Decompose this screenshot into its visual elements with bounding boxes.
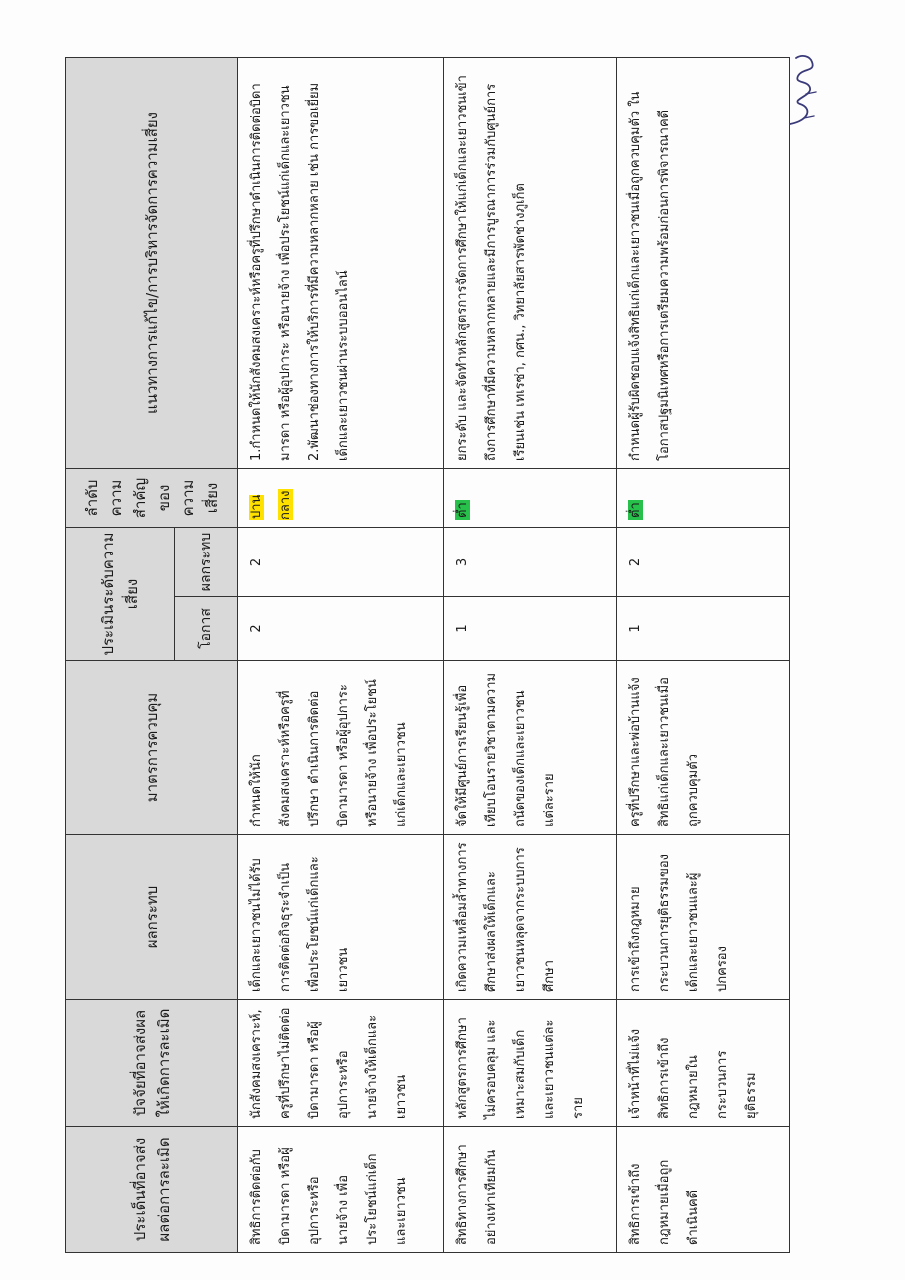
cell-issue: สิทธิทางการศึกษาอย่างเท่าเทียมกัน — [443, 1127, 616, 1253]
cell-factor: นักสังคมสงเคราะห์, ครูที่ปรึกษาไม่ติดต่อบิดามารดา หรือผู้อุปการะหรือนายจ้างให้เด็กและเยาวชน — [238, 1000, 444, 1127]
header-assessment: ประเมินระดับความเสี่ยง — [66, 527, 175, 660]
rotated-table-wrapper — [65, 58, 790, 1253]
priority-badge-low: ต่ำ — [627, 502, 643, 518]
cell-control: ครูที่ปรึกษาและพ่อบ้านแจ้งสิทธิแก่เด็กและเยาวชนเมื่อถูกควบคุมตัว — [616, 661, 789, 835]
cell-consequence: 2 — [238, 527, 444, 596]
cell-issue: สิทธิการเข้าถึงกฎหมายเมื่อถูกดำเนินคดี — [616, 1127, 789, 1253]
header-likelihood: โอกาส — [174, 597, 237, 661]
cell-factor: เจ้าหน้าที่ไม่แจ้งสิทธิการเข้าถึงกฎหมายในกระบวนการยุติธรรม — [616, 1000, 789, 1127]
cell-likelihood: 2 — [238, 597, 444, 661]
cell-guideline: กำหนดผู้รับผิดชอบแจ้งสิทธิแก่เด็กและเยาวชนเมื่อถูกควบคุมตัว ในโอกาสปฐมนิเทศหรือการเตรียมความพร้อมก่อนการพิจารณาคดี — [616, 57, 789, 468]
cell-control: จัดให้มีศูนย์การเรียนรู้เพื่อเทียบโอนรายวิชาตามความถนัดของเด็กและเยาวชนแต่ละราย — [443, 661, 616, 835]
cell-issue: สิทธิการติดต่อกับบิดามารดา หรือผู้อุปการะหรือนายจ้าง เพื่อประโยชน์แก่เด็กและเยาวชน — [238, 1127, 444, 1253]
cell-priority — [616, 468, 789, 527]
header-consequence: ผลกระทบ — [174, 527, 237, 596]
priority-badge-low: ต่ำ — [454, 502, 470, 518]
table-row — [238, 57, 444, 1252]
header-priority: ลำดับความสำคัญของความเสี่ยง — [66, 468, 238, 527]
cell-impact: เกิดความเหลื่อมล้ำทางการศึกษาส่งผลให้เด็กและเยาวชนหลุดจากระบบการศึกษา — [443, 835, 616, 1000]
cell-likelihood: 1 — [616, 597, 789, 661]
cell-guideline: 1.กำหนดให้นักสังคมสงเคราะห์หรือครูที่ปรึกษาดำเนินการติดต่อบิดามารดา หรือผู้อุปการะ หรือนายจ้าง เพื่อประโยชน์แก่เด็กและเยาวชน 2.พัฒนาช่องทางการให้บริการที่มีความหลากหลาย เช่น การขอเยี่ยมเด็กและเยาวชนผ่านระบบออนไลน์ — [238, 57, 444, 468]
header-row — [66, 57, 175, 1252]
header-control: มาตรการควบคุม — [66, 661, 238, 835]
priority-badge-medium: ปานกลาง — [249, 490, 293, 520]
cell-factor: หลักสูตรการศึกษาไม่ครอบคลุม และเหมาะสมกับเด็กและเยาวชนแต่ละราย — [443, 1000, 616, 1127]
cell-consequence: 3 — [443, 527, 616, 596]
cell-control: กำหนดให้นักสังคมสงเคราะห์หรือครูที่ปรึกษา ดำเนินการติดต่อบิดามารดา หรือผู้อุปการะ หรือนายจ้าง เพื่อประโยชน์แก่เด็กและเยาวชน — [238, 661, 444, 835]
cell-impact: การเข้าถึงกฎหมายกระบวนการยุติธรรมของเด็กและเยาวชนและผู้ปกครอง — [616, 835, 789, 1000]
header-impact: ผลกระทบ — [66, 835, 238, 1000]
cell-impact: เด็กและเยาวชนไม่ได้รับการติดต่อกิจธุระจำเป็น เพื่อประโยชน์แก่เด็กและเยาวชน — [238, 835, 444, 1000]
cell-priority — [443, 468, 616, 527]
table-row — [443, 57, 616, 1252]
header-guideline: แนวทางการแก้ไข/การบริหารจัดการความเสี่ยง — [66, 57, 238, 468]
risk-table — [65, 57, 790, 1253]
header-issue: ประเด็นที่อาจส่งผลต่อการละเมิด — [66, 1127, 238, 1253]
table-row — [616, 57, 789, 1252]
signature-mark — [782, 50, 822, 130]
cell-guideline: ยกระดับ และจัดทำหลักสูตรการจัดการศึกษาให้แก่เด็กและเยาวชนเข้าถึงการศึกษาที่มีความหลากหลายและมีการบูรณาการร่วมกับศูนย์การเรียนเช่น เทเรซ่า, กศน., วิทยาลัยสารพัดช่างภูเก็ต — [443, 57, 616, 468]
cell-likelihood: 1 — [443, 597, 616, 661]
header-factor: ปัจจัยที่อาจส่งผลให้เกิดการละเมิด — [66, 1000, 238, 1127]
cell-consequence: 2 — [616, 527, 789, 596]
cell-priority — [238, 468, 444, 527]
